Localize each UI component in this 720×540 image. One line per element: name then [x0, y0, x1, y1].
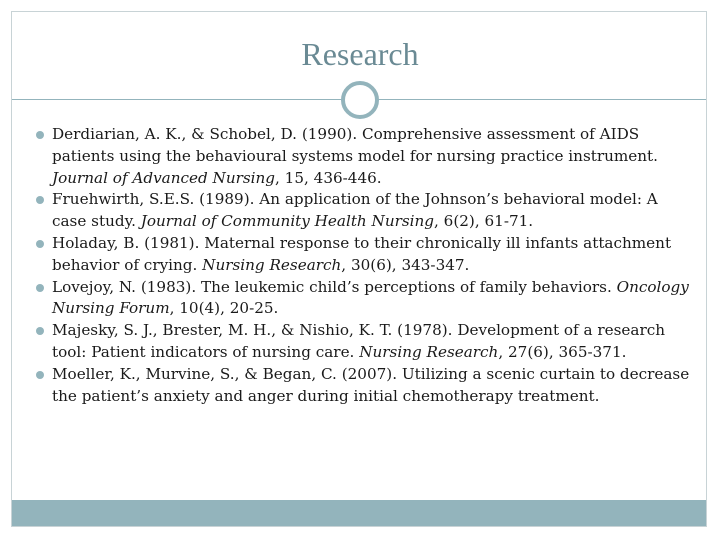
reference-item: [34, 233, 694, 277]
footer-bar: [12, 500, 706, 526]
reference-authors: Fruehwirth, S.E.S. (1989). An application of the Johnson’s behavioral model: A case study.: [52, 190, 658, 231]
reference-item: [34, 320, 694, 364]
bullet-icon: [34, 189, 50, 211]
reference-details: , 10(4), 20-25.: [169, 299, 279, 318]
bullet-icon: [34, 364, 50, 386]
reference-item: [34, 277, 694, 321]
reference-journal: Journal of Community Health Nursing: [140, 212, 435, 231]
slide-title: Research: [301, 36, 419, 72]
reference-authors: Moeller, K., Murvine, S., & Began, C. (2007). Utilizing a scenic curtain to decrease the patient’s anxiety and anger during initial chemotherapy treatment.: [52, 364, 690, 405]
reference-authors: Lovejoy, N. (1983). The leukemic child’s perceptions of family behaviors.: [52, 277, 617, 296]
reference-details: , 6(2), 61-71.: [434, 212, 534, 231]
bullet-icon: [34, 233, 50, 255]
reference-item: [34, 189, 694, 233]
bullet-icon: [34, 320, 50, 342]
reference-item: [34, 124, 694, 189]
reference-journal: Nursing Research: [359, 342, 499, 361]
divider-left: [12, 99, 342, 100]
bullet-icon: [34, 277, 50, 299]
reference-journal: Journal of Advanced Nursing: [52, 168, 276, 187]
reference-details: , 27(6), 365-371.: [498, 342, 627, 361]
reference-authors: Holaday, B. (1981). Maternal response to their chronically ill infants attachment behavior of crying.: [52, 233, 672, 274]
reference-details: , 30(6), 343-347.: [341, 255, 470, 274]
divider-right: [378, 99, 706, 100]
reference-authors: Derdiarian, A. K., & Schobel, D. (1990). Comprehensive assessment of AIDS patients using the behavioural systems model for nursing practice instrument.: [52, 125, 658, 165]
ring-ornament-icon: [341, 81, 379, 119]
reference-list: [34, 124, 694, 407]
reference-details: , 15, 436-446.: [275, 168, 382, 187]
bullet-icon: [34, 124, 50, 146]
reference-journal: Nursing Research: [202, 255, 342, 274]
reference-journal: Oncology Nursing Forum: [52, 277, 689, 318]
reference-authors: Majesky, S. J., Brester, M. H., & Nishio, K. T. (1978). Development of a research tool: Patient indicators of nursing care.: [52, 321, 665, 361]
reference-item: [34, 364, 694, 408]
